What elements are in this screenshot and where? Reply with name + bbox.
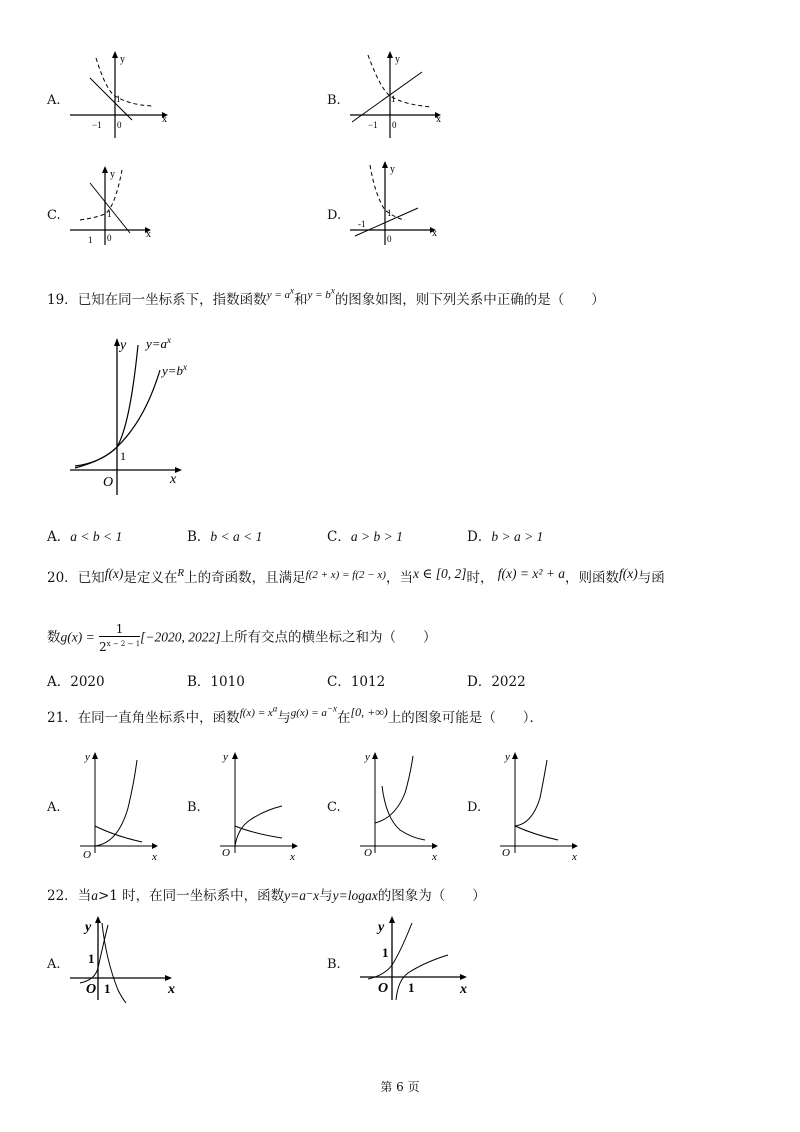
q21-option-d-label[interactable]: D. <box>467 800 482 815</box>
q19-stem <box>47 285 605 308</box>
svg-text:1: 1 <box>382 945 389 960</box>
q22-stem: 22．当a>1 时，在同一坐标系中，函数y=a⁻x与y=logax的图象为（ ） <box>47 888 486 904</box>
svg-text:O: O <box>378 981 389 996</box>
q20-option-c[interactable]: C．1012 <box>327 674 386 690</box>
q18-c-xlab: x <box>146 229 151 240</box>
q21-option-b-graph <box>220 748 310 868</box>
q18-a-neg1: −1 <box>92 120 102 130</box>
q18-option-b-label[interactable]: B. <box>327 93 341 108</box>
svg-text:1: 1 <box>104 981 111 996</box>
q18-d-origin: 0 <box>387 234 392 244</box>
page-number: 第 6 页 <box>380 1080 420 1094</box>
q19-expr1: y = ax <box>266 285 294 301</box>
q19-figure <box>70 335 190 500</box>
q19-one: 1 <box>120 449 126 463</box>
svg-text:y: y <box>505 751 510 763</box>
svg-text:x: x <box>460 982 467 997</box>
q19-option-a[interactable]: A．a < b < 1 <box>47 529 123 545</box>
q18-a-origin: 0 <box>117 120 122 130</box>
svg-text:x: x <box>168 982 175 997</box>
q18-option-d-graph <box>350 160 450 245</box>
q18-d-xlab: x <box>432 228 437 239</box>
q22-option-a-graph <box>70 915 190 1010</box>
q19-curve2: $y=b^x$ <box>162 362 188 378</box>
q21-option-b-label[interactable]: B. <box>187 800 201 815</box>
q19-text-c: 的图象如图，则下列关系中正确的是（ ） <box>334 292 605 308</box>
svg-text:x: x <box>152 851 157 863</box>
q18-a-ylab: y <box>120 54 125 65</box>
q19-option-c[interactable]: C．a > b > 1 <box>327 529 403 545</box>
q22-option-b-graph <box>360 915 480 1010</box>
q18-d-one: 1 <box>387 208 392 218</box>
q22-number: 22． <box>47 888 78 904</box>
q21-option-a-label[interactable]: A. <box>47 800 61 815</box>
q19-curve1: $y=a^x$ <box>146 335 172 351</box>
svg-text:x: x <box>432 851 437 863</box>
q18-option-d-label[interactable]: D. <box>327 208 342 223</box>
q19-text-b: 和 <box>294 292 308 308</box>
q19-option-d[interactable]: D．b > a > 1 <box>467 529 544 545</box>
q20-option-d[interactable]: D．2022 <box>467 674 526 690</box>
svg-text:y: y <box>85 751 90 763</box>
svg-text:1: 1 <box>408 980 415 995</box>
q20-stem-line1: 20．已知f(x)是定义在$^R$上的奇函数，且满足$^{f(2 + x) = f(2 - x)}$，当x ∈ [0, 2]时， f(x) = x² + a，则函数f(x)与函 <box>47 566 665 586</box>
q18-option-a-graph <box>70 50 170 140</box>
q20-option-a[interactable]: A．2020 <box>47 674 105 690</box>
q18-c-ylab: y <box>110 169 115 180</box>
q21-number: 21． <box>47 710 78 726</box>
q20-option-b[interactable]: B．1010 <box>187 674 245 690</box>
q18-b-neg1: −1 <box>368 120 378 130</box>
svg-text:x: x <box>572 851 577 863</box>
q20-number: 20． <box>47 570 78 586</box>
svg-text:O: O <box>222 847 230 859</box>
q18-c-tick: 1 <box>88 235 93 245</box>
q18-c-one: 1 <box>107 209 112 219</box>
q18-c-origin: 0 <box>107 233 112 243</box>
svg-text:y: y <box>223 751 228 763</box>
svg-text:O: O <box>86 982 97 997</box>
q19-ylab: y <box>120 338 127 353</box>
q18-b-xlab: x <box>436 114 441 125</box>
svg-text:y: y <box>378 920 385 935</box>
q20-stem-line2: 数g(x) = $\frac{1}{2^{x - 2 - 1}}$ [−2020, 2022]上所有交点的横坐标之和为（ ） <box>47 622 437 654</box>
q22-option-a-label[interactable]: A. <box>47 957 61 972</box>
q18-a-one: 1 <box>116 94 121 104</box>
svg-text:y: y <box>365 751 370 763</box>
q21-option-c-graph <box>360 748 450 868</box>
q19-origin: O <box>103 475 114 490</box>
q21-option-a-graph <box>80 748 170 868</box>
svg-text:1: 1 <box>88 951 95 966</box>
q21-option-d-graph <box>500 748 590 868</box>
svg-text:x: x <box>290 851 295 863</box>
q18-option-a-label[interactable]: A. <box>47 93 61 108</box>
q19-number: 19． <box>47 292 78 308</box>
q18-option-b-graph <box>350 50 450 140</box>
q19-xlab: x <box>170 472 177 487</box>
q18-a-xlab: x <box>162 114 167 125</box>
q18-option-c-graph <box>70 165 170 250</box>
svg-text:O: O <box>83 849 91 861</box>
q20-fraction: $\frac{1}{2^{x - 2 - 1}}$ <box>99 622 141 654</box>
q18-d-ylab: y <box>390 164 395 175</box>
q18-option-c-label[interactable]: C. <box>47 208 61 223</box>
q18-b-origin: 0 <box>392 120 397 130</box>
q22-option-b-label[interactable]: B. <box>327 957 341 972</box>
svg-text:O: O <box>502 847 510 859</box>
svg-text:O: O <box>364 847 372 859</box>
q19-option-b[interactable]: B．b < a < 1 <box>187 529 263 545</box>
q21-stem: 21．在同一直角坐标系中，函数$^{f(x) = x^a}$与$^{g(x) = a^{-x}}$在[0, +∞)上的图象可能是（ ）． <box>47 703 544 726</box>
q18-b-one: 1 <box>391 94 396 104</box>
svg-text:y: y <box>85 920 92 935</box>
q19-expr2: y = bx <box>307 285 335 301</box>
q18-d-neg1: -1 <box>358 219 366 229</box>
q19-text-a: 已知在同一坐标系下，指数函数 <box>77 292 267 308</box>
q21-option-c-label[interactable]: C. <box>327 800 341 815</box>
q18-b-ylab: y <box>395 54 400 65</box>
